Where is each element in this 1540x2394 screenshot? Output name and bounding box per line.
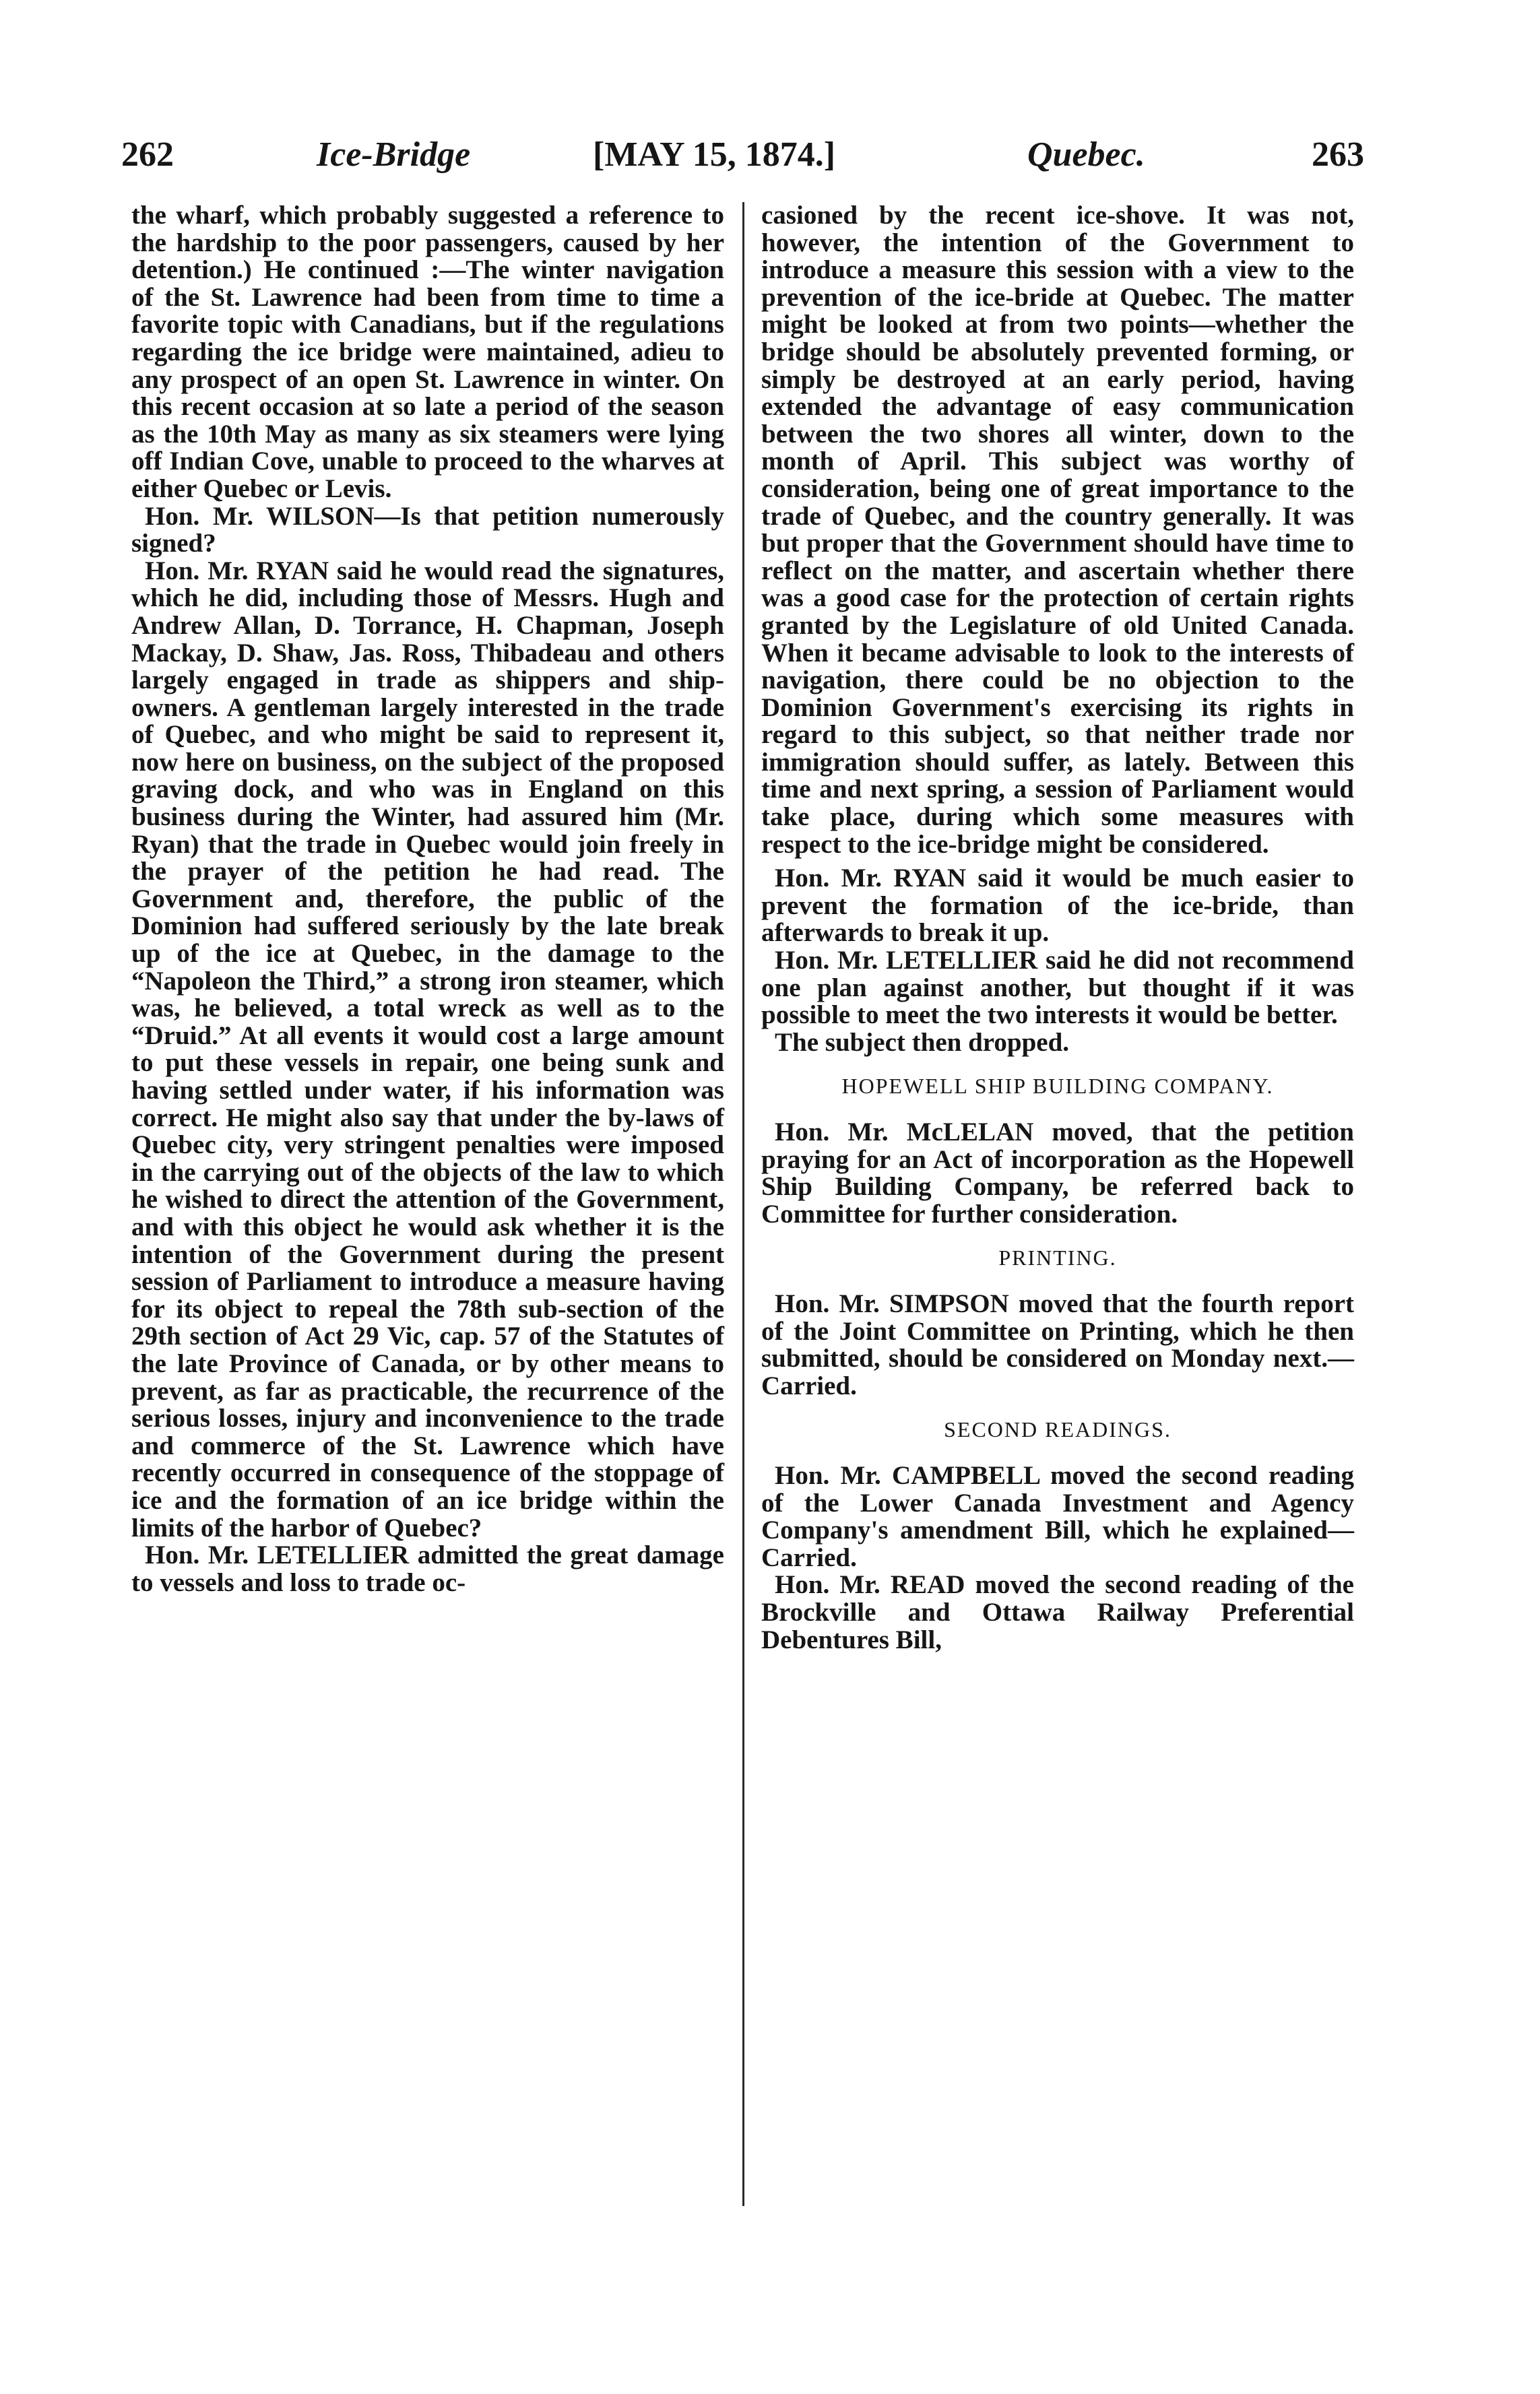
section-heading-printing: PRINTING. <box>998 1245 1117 1270</box>
left-paragraph-4: Hon. Mr. LETELLIER admitted the great damage to vessels and loss to trade oc- <box>131 1541 724 1597</box>
right-paragraph-6: Hon. Mr. SIMPSON moved that the fourth report of the Joint Committee on Printing, which he then submitted, should be considered on Monday next.—Carried. <box>761 1289 1354 1400</box>
left-paragraph-1: the wharf, which probably suggested a reference to the hardship to the poor passengers, caused by her detention.) He continued :—The winter navigation of the St. Lawrence had been from time to time a favorite topic with Canadians, but if the regulations regarding the ice bridge were maintained, adieu to any prospect of an open St. Lawrence in winter. On this recent occasion at so late a period of the season as the 10th May as many as six steamers were lying off Indian Cove, unable to proceed to the wharves at either Quebec or Levis. <box>131 201 724 503</box>
right-paragraph-5: Hon. Mr. McLELAN moved, that the petition praying for an Act of incorporation as the Hopewell Ship Building Company, be referred back to Committee for further consideration. <box>761 1118 1354 1229</box>
column-divider <box>742 202 744 2206</box>
left-paragraph-3: Hon. Mr. RYAN said he would read the signatures, which he did, including those of Messrs. Hugh and Andrew Allan, D. Torrance, H. Chapman, Joseph Mackay, D. Shaw, Jas. Ross, Thibadeau and others largely engaged in trade as shippers and ship-owners. A gentleman largely interested in the trade of Quebec, and who might be said to represent it, now here on business, on the subject of the proposed graving dock, and who was in England on this business during the Winter, had assured him (Mr. Ryan) that the trade in Quebec would join freely in the prayer of the petition he had read. The Government and, therefore, the public of the Dominion had suffered seriously by the late break up of the ice at Quebec, in the damage to the “Napoleon the Third,” a strong iron steamer, which was, he believed, a total wreck as well as to the “Druid.” At all events it would cost a large amount to put these vessels in repair, one being sunk and having settled under water, if his information was correct. He might also say that under the by-laws of Quebec city, very stringent penalties were imposed in the carrying out of the objects of the law to which he wished to direct the attention of the Government, and with this object he would ask whether it is the intention of the Government during the present session of Parliament to introduce a measure having for its object to repeal the 78th sub-section of the 29th section of Act 29 Vic, cap. 57 of the Statutes of the late Province of Canada, or by other means to prevent, as far as practicable, the recurrence of the serious losses, injury and inconvenience to the trade and commerce of the St. Lawrence which have recently occurred in consequence of the stoppage of ice and the formation of an ice bridge within the limits of the harbor of Quebec? <box>131 556 724 1543</box>
right-page-number: 263 <box>1312 135 1364 174</box>
left-paragraph-2: Hon. Mr. WILSON—Is that petition numerously signed? <box>131 501 724 558</box>
left-page-number: 262 <box>121 135 174 174</box>
section-heading-second-readings: SECOND READINGS. <box>944 1417 1172 1442</box>
right-paragraph-2: Hon. Mr. RYAN said it would be much easier to prevent the formation of the ice-bride, than afterwards to break it up. <box>761 864 1354 948</box>
left-column <box>131 202 724 1596</box>
page-header <box>121 125 1364 185</box>
right-paragraph-7: Hon. Mr. CAMPBELL moved the second reading of the Lower Canada Investment and Agency Company's amendment Bill, which he explained—Carried. <box>761 1460 1354 1572</box>
left-running-title: Ice-Bridge <box>317 135 471 174</box>
section-heading-hopewell: HOPEWELL SHIP BUILDING COMPANY. <box>841 1074 1274 1099</box>
right-column <box>761 202 1354 1654</box>
right-paragraph-3: Hon. Mr. LETELLIER said he did not recommend one plan against another, but thought if it was possible to meet the two interests it would be better. <box>761 946 1354 1030</box>
right-running-title: Quebec. <box>1027 135 1145 174</box>
right-paragraph-8: Hon. Mr. READ moved the second reading of the Brockville and Ottawa Railway Preferential Debentures Bill, <box>761 1570 1354 1654</box>
right-paragraph-4: The subject then dropped. <box>775 1027 1070 1057</box>
header-date: [MAY 15, 1874.] <box>593 135 836 174</box>
right-paragraph-1: casioned by the recent ice-shove. It was not, however, the intention of the Government to introduce a measure this session with a view to the prevention of the ice-bride at Quebec. The matter might be looked at from two points—whether the bridge should be absolutely prevented forming, or simply be destroyed at an early period, having extended the advantage of easy communication between the two shores all winter, down to the month of April. This subject was worthy of consideration, being one of great importance to the trade of Quebec, and the country generally. It was but proper that the Government should have time to reflect on the matter, and ascertain whether there was a good case for the protection of certain rights granted by the Legislature of old United Canada. When it became advisable to look to the interests of navigation, there could be no objection to the Dominion Government's exercising its rights in regard to this subject, so that neither trade nor immigration should suffer, as lately. Between this time and next spring, a session of Parliament would take place, during which some measures with respect to the ice-bridge might be considered. <box>761 201 1354 859</box>
